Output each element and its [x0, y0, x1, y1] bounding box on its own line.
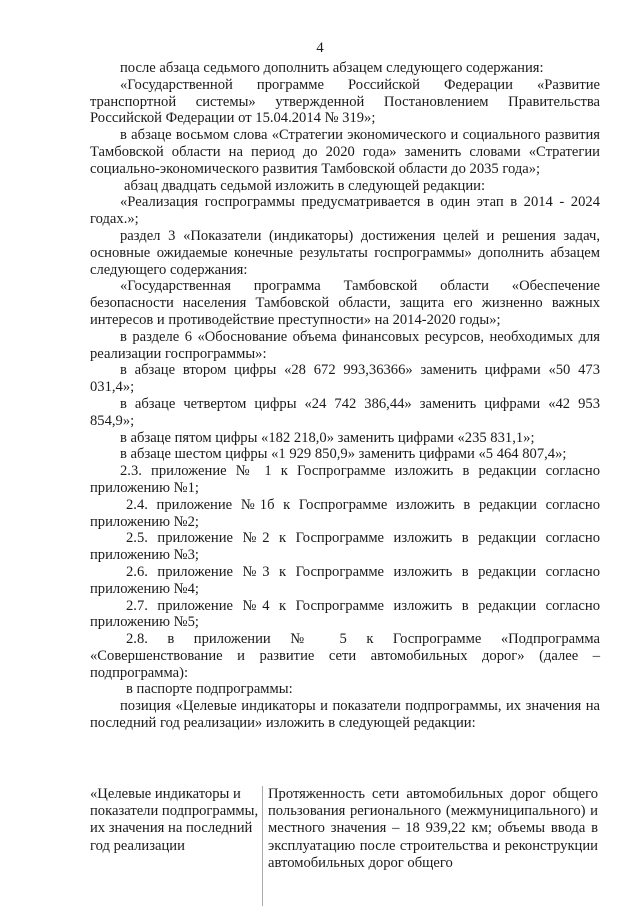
paragraph: в абзаце восьмом слова «Стратегии экономического и социального развития Тамбовской области на период до 2020 года» заменить словами «Стратегии социально-экономического развития Тамбовской области до 2035 года»;	[90, 127, 600, 177]
page-number: 4	[316, 40, 324, 56]
paragraph: 2.5. приложение №2 к Госпрограмме изложить в редакции согласно приложению №3;	[90, 530, 600, 564]
paragraph: после абзаца седьмого дополнить абзацем следующего содержания:	[120, 60, 544, 76]
paragraph: «Государственной программе Российской Федерации «Развитие транспортной системы» утвержденной Постановлением Правительства Российской Федерации от 15.04.2014 № 319»;	[90, 76, 600, 127]
paragraph: раздел 3 «Показатели (индикаторы) достижения целей и решения задач, основные ожидаемые конечные результаты госпрограммы» дополнить абзацем следующего содержания:	[90, 227, 600, 278]
paragraph: «Государственная программа Тамбовской области «Обеспечение безопасности населения Тамбовской области, защита его жизненно важных интересов и противодействие преступности» на 2014-2020 годы»;	[90, 278, 600, 328]
paragraph: в разделе 6 «Обоснование объема финансовых ресурсов, необходимых для реализации госпрограммы»:	[90, 328, 600, 362]
paragraph: 2.4. приложение №1б к Госпрограмме изложить в редакции согласно приложению №2;	[90, 496, 600, 530]
paragraph: в паспорте подпрограммы:	[126, 681, 293, 698]
paragraph: 2.3. приложение № 1 к Госпрограмме изложить в редакции согласно приложению №1;	[90, 463, 600, 496]
paragraph: 2.6. приложение №3 к Госпрограмме изложить в редакции согласно приложению №4;	[90, 563, 600, 597]
document-body	[90, 60, 600, 732]
table-right-cell: Протяженность сети автомобильных дорог общего пользования регионального (межмуниципального) и местного значения – 18 939,22 км; объемы ввода в эксплуатацию после строительства и реконструкции автомобильных дорог общего	[268, 786, 598, 871]
paragraph: позиция «Целевые индикаторы и показатели подпрограммы, их значения на последний год реализации» изложить в следующей редакции:	[90, 698, 600, 732]
paragraph: в абзаце четвертом цифры «24 742 386,44» заменить цифрами «42 953 854,9»;	[90, 395, 600, 429]
paragraph: в абзаце втором цифры «28 672 993,36366» заменить цифрами «50 473 031,4»;	[90, 362, 600, 396]
paragraph: 2.7. приложение №4 к Госпрограмме изложить в редакции согласно приложению №5;	[90, 597, 600, 631]
paragraph: «Реализация госпрограммы предусматривается в один этап в 2014 - 2024 годах.»;	[90, 194, 600, 228]
paragraph: абзац двадцать седьмой изложить в следующей редакции:	[124, 177, 486, 194]
paragraph: 2.8. в приложении № 5 к Госпрограмме «Подпрограмма «Совершенствование и развитие сети автомобильных дорог» (далее – подпрограмма):	[90, 631, 600, 681]
table-divider	[262, 786, 263, 906]
paragraph: в абзаце пятом цифры «182 218,0» заменить цифрами «235 831,1»;	[120, 429, 535, 446]
table-left-cell: «Целевые индикаторы и показатели подпрограммы, их значения на последний год реализации	[90, 786, 259, 854]
paragraph: в абзаце шестом цифры «1 929 850,9» заменить цифрами «5 464 807,4»;	[120, 446, 567, 463]
